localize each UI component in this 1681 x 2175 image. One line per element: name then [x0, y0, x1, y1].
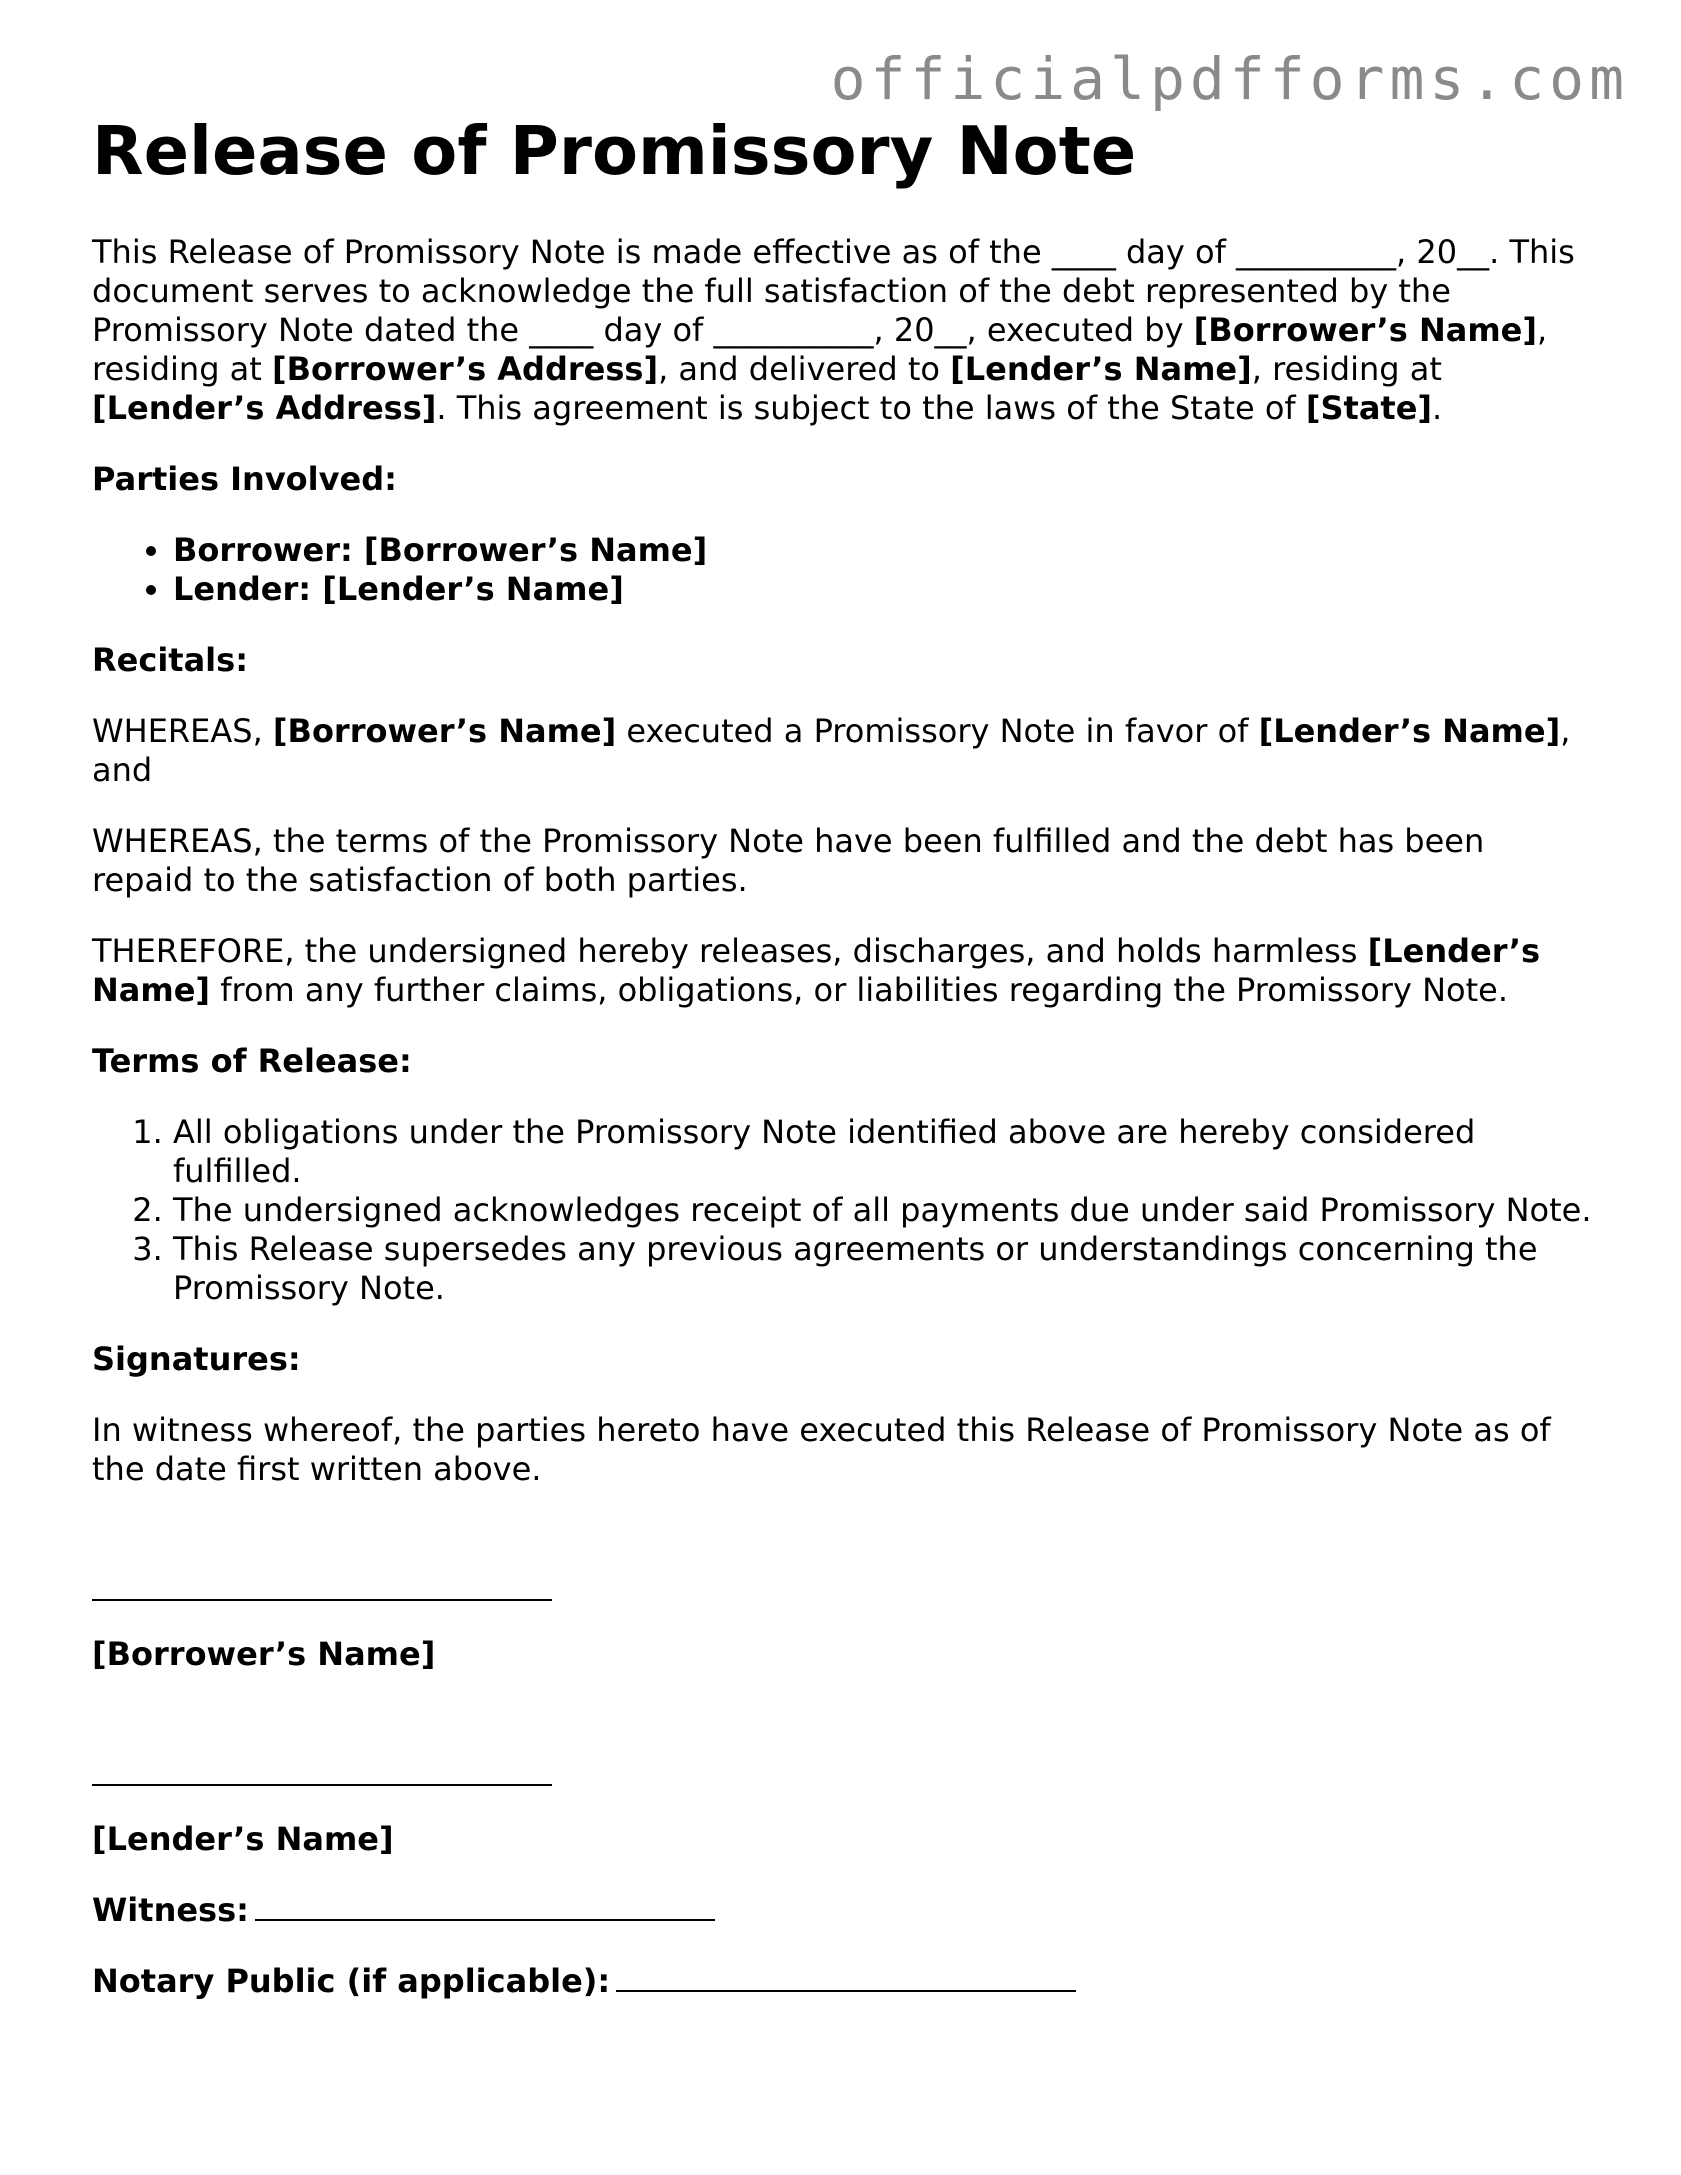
lender-signature-label: [Lender’s Name]: [92, 1820, 394, 1858]
intro-state: [State]: [1305, 389, 1433, 427]
recital-text: WHEREAS,: [92, 712, 273, 750]
list-item: 3. This Release supersedes any previous agreements or understandings concerning the Promissory Note.: [173, 1230, 1592, 1308]
notary-signature-line[interactable]: [616, 1962, 1076, 1992]
recital-text: , and: [92, 712, 1571, 789]
list-item: • Borrower: [Borrower’s Name]: [173, 531, 1592, 570]
parties-heading: Parties Involved:: [92, 460, 397, 498]
list-item: • Lender: [Lender’s Name]: [173, 570, 1592, 609]
signatures-statement: In witness whereof, the parties hereto have executed this Release of Promissory Note as of the date first written above.: [92, 1411, 1551, 1488]
recital-text: from any further claims, obligations, or liabilities regarding the Promissory Note.: [210, 971, 1508, 1009]
list-item: 1. All obligations under the Promissory Note identified above are hereby considered fulfilled.: [173, 1113, 1592, 1191]
recitals-heading: Recitals:: [92, 641, 248, 679]
intro-lender-name: [Lender’s Name]: [950, 350, 1252, 388]
recital-borrower-name: [Borrower’s Name]: [272, 712, 617, 750]
recital-text: THEREFORE, the undersigned hereby releases, discharges, and holds harmless: [92, 932, 1368, 970]
notary-label: Notary Public (if applicable):: [92, 1962, 611, 2000]
recital-lender-name: [Lender’s Name]: [1258, 712, 1561, 750]
recital-whereas-2: WHEREAS, the terms of the Promissory Note have been fulfilled and the debt has been repaid to the satisfaction of both parties.: [92, 822, 1485, 899]
intro-text-2: , residing at: [92, 311, 1548, 388]
notary-row: [92, 1962, 1592, 2001]
witness-row: [92, 1891, 1592, 1930]
intro-text-5: . This agreement is subject to the laws of the State of: [436, 389, 1306, 427]
recital-text: executed a Promissory Note in favor of: [616, 712, 1259, 750]
intro-text-4: , residing at: [1251, 350, 1442, 388]
recital-therefore: [92, 932, 1592, 1010]
witness-label: Witness:: [92, 1891, 249, 1929]
intro-text-3: , and delivered to: [658, 350, 951, 388]
document-title: Release of Promissory Note: [92, 112, 1137, 190]
signatures-heading: Signatures:: [92, 1340, 301, 1378]
list-item: 2. The undersigned acknowledges receipt of all payments due under said Promissory Note.: [173, 1191, 1592, 1230]
intro-text-1: This Release of Promissory Note is made effective as of the ____ day of __________, 20__. This document serves to acknowledge the full satisfaction of the debt represented by the Promissory Note dated the ____ day of __________, 20__, executed by: [92, 233, 1575, 349]
intro-lender-address: [Lender’s Address]: [92, 389, 437, 427]
document-page: [92, 112, 1592, 2033]
recital-lender-name: [Lender’s Name]: [92, 932, 1541, 1009]
terms-list: [92, 1113, 1592, 1308]
terms-heading: Terms of Release:: [92, 1042, 412, 1080]
borrower-signature-line[interactable]: [92, 1559, 552, 1601]
intro-paragraph: [92, 233, 1592, 428]
witness-signature-line[interactable]: [255, 1891, 715, 1921]
watermark: officialpdfforms.com: [830, 45, 1629, 113]
parties-list: [92, 531, 1592, 609]
lender-signature-line[interactable]: [92, 1744, 552, 1786]
borrower-signature-label: [Borrower’s Name]: [92, 1635, 436, 1673]
intro-borrower-name: [Borrower’s Name]: [1193, 311, 1537, 349]
intro-text-6: .: [1432, 389, 1443, 427]
recital-whereas-1: [92, 712, 1592, 790]
intro-borrower-address: [Borrower’s Address]: [272, 350, 659, 388]
